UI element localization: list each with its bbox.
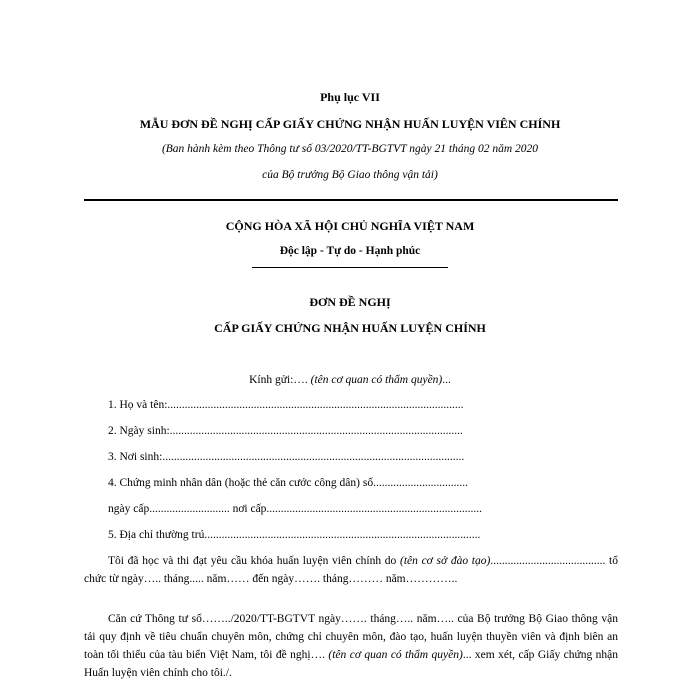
authority-hint: (tên cơ quan có thẩm quyền) [328, 649, 463, 661]
paragraph-training [84, 552, 618, 588]
field-place-of-birth: 3. Nơi sinh:......................................................................................................... [108, 451, 465, 463]
paragraph-training-text-b: ........................................ tổ chức từ ngày….. tháng..... năm…… đến ngày……. tháng……… năm………….. [84, 555, 618, 585]
field-id-issue: ngày cấp............................ nơi cấp........................................................................... [108, 503, 483, 515]
motto-underline [252, 267, 448, 268]
header-divider [84, 199, 618, 201]
issued-by-line-2: của Bộ trưởng Bộ Giao thông vận tải) [262, 169, 438, 181]
country-name: CỘNG HÒA XÃ HỘI CHỦ NGHĨA VIỆT NAM [225, 219, 475, 233]
field-full-name: 1. Họ và tên:....................................................................................................... [108, 399, 464, 411]
recipient-suffix: ... [442, 374, 451, 386]
recipient-line [0, 374, 700, 386]
paragraph-request-text-b: ... xem xét, cấp Giấy chứng nhận Huấn luyện viên chính cho tôi./. [84, 649, 619, 679]
paragraph-request [84, 610, 618, 682]
field-permanent-address: 5. Địa chỉ thường trú................................................................................................ [108, 529, 481, 541]
form-title-line-1: ĐƠN ĐỀ NGHỊ [309, 295, 391, 309]
national-motto: Độc lập - Tự do - Hạnh phúc [279, 245, 421, 257]
paragraph-request-text-a: Căn cứ Thông tư số……../2020/TT-BGTVT ngày……. tháng….. năm….. của Bộ trưởng Bộ Giao thông vận tải quy định về tiêu chuẩn chuyên môn, chứng chỉ chuyên môn, đào tạo, huấn luyện thuyền viên và định biên an toàn tối thiểu của tàu biển Việt Nam, tôi đề nghị…. [84, 613, 618, 661]
paragraph-training-text-a: Tôi đã học và thi đạt yêu cầu khóa huấn luyện viên chính do [108, 555, 400, 567]
issued-by-line-1: (Ban hành kèm theo Thông tư số 03/2020/TT-BGTVT ngày 21 tháng 02 năm 2020 [161, 143, 539, 155]
training-institution-hint: (tên cơ sở đào tạo) [400, 555, 491, 567]
document-title: MẪU ĐƠN ĐỀ NGHỊ CẤP GIẤY CHỨNG NHẬN HUẤN LUYỆN VIÊN CHÍNH [139, 117, 561, 131]
field-id-number: 4. Chứng minh nhân dân (hoặc thẻ căn cước công dân) số................................. [108, 477, 468, 489]
form-title-line-2: CẤP GIẤY CHỨNG NHẬN HUẤN LUYỆN CHÍNH [214, 321, 486, 335]
field-date-of-birth: 2. Ngày sinh:...................................................................................................... [108, 425, 463, 437]
recipient-hint: (tên cơ quan có thẩm quyền) [310, 374, 443, 386]
recipient-prefix: Kính gửi:…. [249, 374, 311, 386]
appendix-label: Phụ lục VII [320, 90, 380, 104]
